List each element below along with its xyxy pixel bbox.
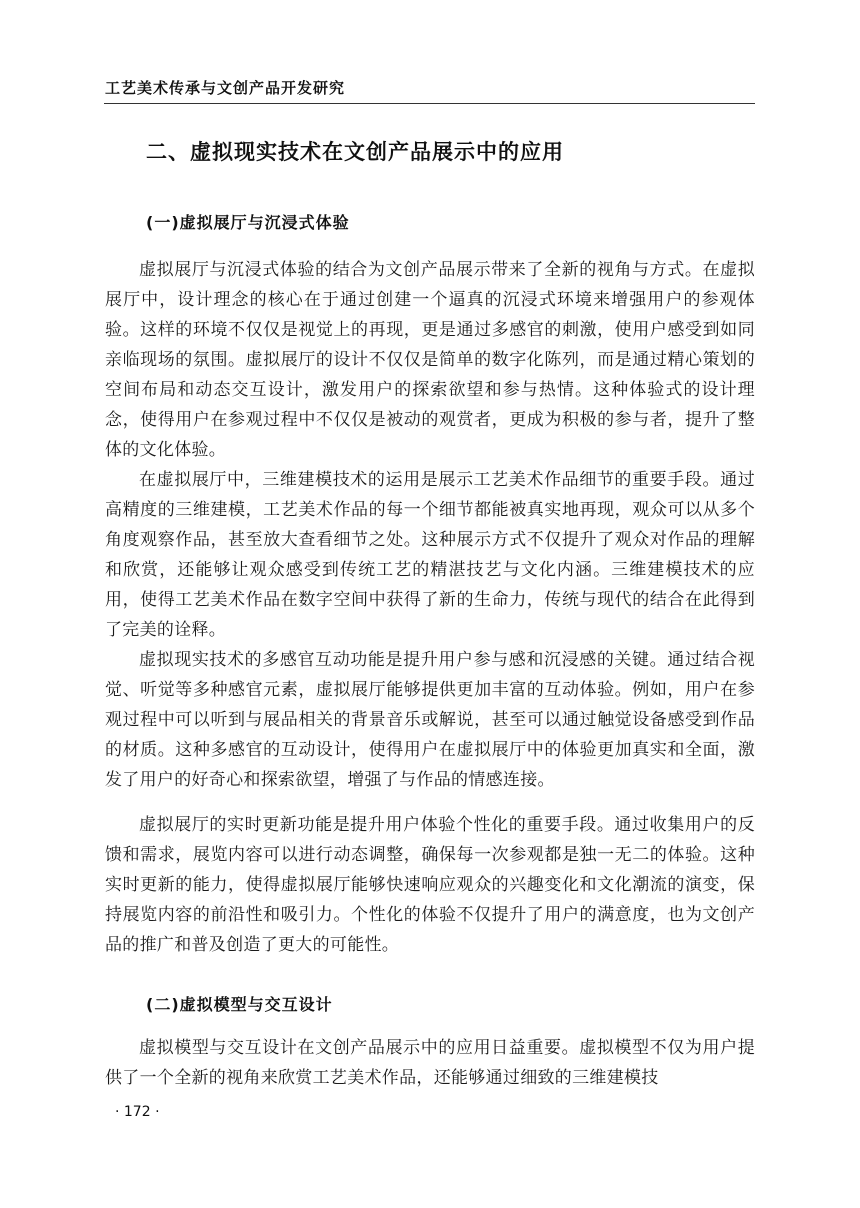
paragraph-1: 虚拟展厅与沉浸式体验的结合为文创产品展示带来了全新的视角与方式。在虚拟展厅中，设计理念的核心在于通过创建一个逼真的沉浸式环境来增强用户的参观体验。这样的环境不仅仅是视觉上的再现，更是通过多感官的刺激，使用户感受到如同亲临现场的氛围。虚拟展厅的设计不仅仅是简单的数字化陈列，而是通过精心策划的空间布局和动态交互设计，激发用户的探索欲望和参与热情。这种体验式的设计理念，使得用户在参观过程中不仅仅是被动的观赏者，更成为积极的参与者，提升了整体的文化体验。 — [105, 260, 755, 460]
running-header-title: 工艺美术传承与文创产品开发研究 — [105, 79, 346, 97]
paragraph-3: 虚拟现实技术的多感官互动功能是提升用户参与感和沉浸感的关键。通过结合视觉、听觉等多种感官元素，虚拟展厅能够提供更加丰富的互动体验。例如，用户在参观过程中可以听到与展品相关的背景音乐或解说，甚至可以通过触觉设备感受到作品的材质。这种多感官的互动设计，使得用户在虚拟展厅中的体验更加真实和全面，激发了用户的好奇心和探索欲望，增强了与作品的情感连接。 — [105, 650, 755, 790]
paragraph-4: 虚拟展厅的实时更新功能是提升用户体验个性化的重要手段。通过收集用户的反馈和需求，展览内容可以进行动态调整，确保每一次参观都是独一无二的体验。这种实时更新的能力，使得虚拟展厅能够快速响应观众的兴趣变化和文化潮流的演变，保持展览内容的前沿性和吸引力。个性化的体验不仅提升了用户的满意度，也为文创产品的推广和普及创造了更大的可能性。 — [105, 815, 755, 955]
subsection-2-title: (二)虚拟模型与交互设计 — [146, 995, 333, 1014]
paragraph-2: 在虚拟展厅中，三维建模技术的运用是展示工艺美术作品细节的重要手段。通过高精度的三维建模，工艺美术作品的每一个细节都能被真实地再现，观众可以从多个角度观察作品，甚至放大查看细节之处。这种展示方式不仅提升了观众对作品的理解和欣赏，还能够让观众感受到传统工艺的精湛技艺与文化内涵。三维建模技术的应用，使得工艺美术作品在数字空间中获得了新的生命力，传统与现代的结合在此得到了完美的诠释。 — [105, 470, 755, 640]
subsection-1-title: (一)虚拟展厅与沉浸式体验 — [146, 213, 350, 232]
section-title: 二、虚拟现实技术在文创产品展示中的应用 — [146, 140, 564, 164]
header-divider — [104, 103, 755, 104]
page-number: · 172 · — [115, 1104, 160, 1120]
paragraph-5: 虚拟模型与交互设计在文创产品展示中的应用日益重要。虚拟模型不仅为用户提供了一个全新的视角来欣赏工艺美术作品，还能够通过细致的三维建模技 — [105, 1038, 755, 1088]
